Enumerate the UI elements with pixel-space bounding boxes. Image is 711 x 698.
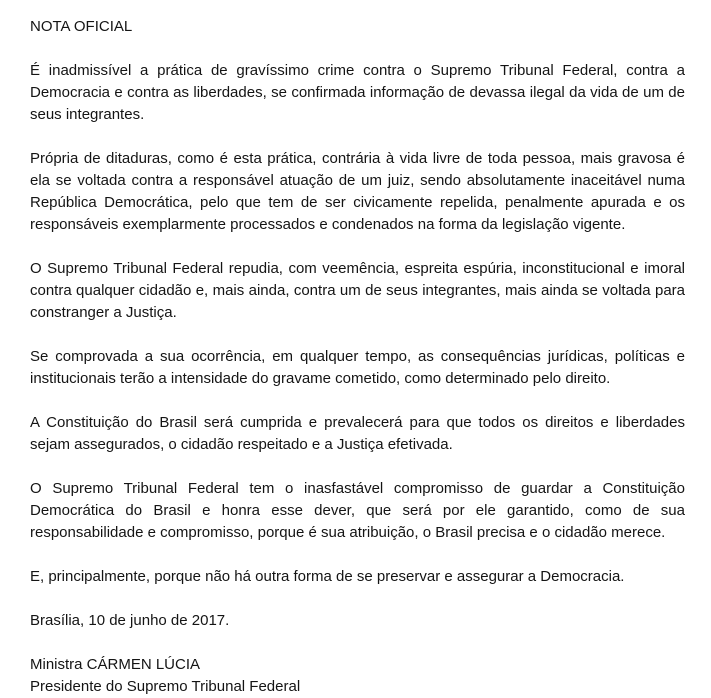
- place-date: Brasília, 10 de junho de 2017.: [30, 612, 230, 629]
- paragraph-6: O Supremo Tribunal Federal tem o inasfastável compromisso de guardar a Constituição Democrática do Brasil e honra esse dever, que será por ele garantido, como de sua responsabilidade e compromisso, porque é sua atribuição, o Brasil precisa e o cidadão merece.: [30, 480, 685, 541]
- paragraph-3: O Supremo Tribunal Federal repudia, com veemência, espreita espúria, inconstitucional e imoral contra qualquer cidadão e, mais ainda, contra um de seus integrantes, mais ainda se voltada para constranger a Justiça.: [30, 260, 685, 321]
- official-note: [30, 16, 685, 698]
- paragraph-1: É inadmissível a prática de gravíssimo crime contra o Supremo Tribunal Federal, contra a Democracia e contra as liberdades, se confirmada informação de devassa ilegal da vida de um de seus integrantes.: [30, 62, 685, 123]
- paragraph-4: Se comprovada a sua ocorrência, em qualquer tempo, as consequências jurídicas, políticas e institucionais terão a intensidade do gravame cometido, como determinado pelo direito.: [30, 348, 685, 387]
- paragraph-7: E, principalmente, porque não há outra forma de se preservar e assegurar a Democracia.: [30, 568, 625, 585]
- signature-block: [30, 654, 685, 698]
- paragraph-2: Própria de ditaduras, como é esta prática, contrária à vida livre de toda pessoa, mais gravosa é ela se voltada contra a responsável atuação de um juiz, sendo absolutamente inaceitável numa República Democrática, pelo que tem de ser civicamente repelida, penalmente apurada e os responsáveis exemplarmente processados e condenados na forma da legislação vigente.: [30, 150, 685, 233]
- signatory-role: Presidente do Supremo Tribunal Federal: [30, 678, 301, 695]
- signatory-name: Ministra CÁRMEN LÚCIA: [30, 656, 201, 673]
- note-title: NOTA OFICIAL: [30, 18, 133, 35]
- paragraph-5: A Constituição do Brasil será cumprida e prevalecerá para que todos os direitos e liberdades sejam assegurados, o cidadão respeitado e a Justiça efetivada.: [30, 414, 685, 453]
